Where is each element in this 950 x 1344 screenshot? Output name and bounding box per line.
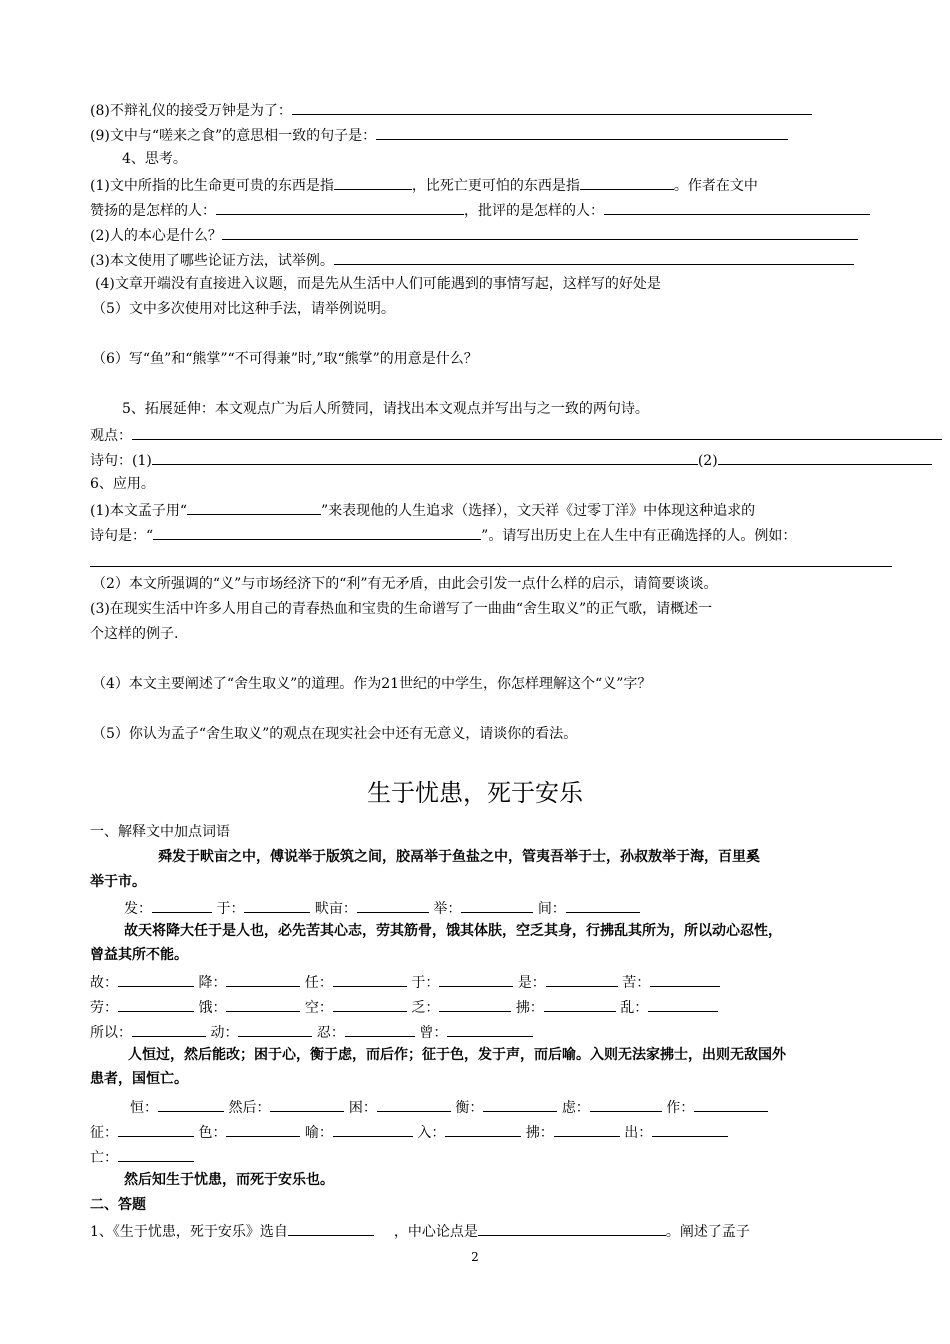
section-6-heading: 6、应用。	[90, 476, 155, 492]
think-5-line: （5）文中多次使用对比这种手法，请举例说明。	[92, 301, 395, 317]
answer-blank[interactable]	[652, 1122, 728, 1137]
answer-blank[interactable]	[447, 1022, 533, 1037]
answer-blank[interactable]	[694, 1097, 768, 1112]
part2-heading: 二、答题	[90, 1197, 146, 1213]
answer-blank[interactable]	[439, 972, 513, 987]
word-row-7: 亡：	[90, 1147, 194, 1167]
think-6-line: （6）写“鱼”和“熊掌”“不可得兼”时,”取“熊掌”的用意是什么？	[92, 351, 478, 367]
think-1-line: (1)文中所指的比生命更可贵的东西是指 ，比死亡更可怕的东西是指 。作者在文中	[90, 175, 758, 195]
page-number: 2	[471, 1250, 479, 1264]
passage-1-cont: 举于市。	[90, 874, 146, 890]
apply-1-cont: 诗句是：“ ”。请写出历史上在人生中有正确选择的人。例如：	[90, 525, 796, 545]
poem-line: 诗句：(1) (2)	[90, 450, 932, 470]
answer-blank[interactable]	[580, 175, 674, 190]
answer-blank[interactable]	[445, 1122, 521, 1137]
passage-2-cont: 曾益其所不能。	[90, 947, 188, 963]
answer-blank[interactable]	[333, 997, 407, 1012]
part1-heading: 一、解释文中加点词语	[90, 824, 230, 840]
think-2-line: (2)人的本心是什么？	[90, 225, 858, 245]
word-row-6: 征： 色： 喻： 入： 拂： 出：	[90, 1122, 728, 1142]
answer-blank[interactable]	[118, 1147, 194, 1162]
think-3-line: (3)本文使用了哪些论证方法，试举例。	[90, 250, 854, 270]
answer-blank[interactable]	[118, 972, 194, 987]
answer-blank[interactable]	[376, 125, 788, 140]
answer-blank[interactable]	[377, 1097, 451, 1112]
answer-blank[interactable]	[544, 997, 616, 1012]
answer-blank[interactable]	[222, 225, 858, 240]
word-row-2: 故： 降： 任： 于： 是： 苦：	[90, 972, 720, 992]
think-4-line: (4)文章开端没有直接进入议题，而是先从生活中人们可能遇到的事情写起，这样写的好处是	[95, 276, 661, 292]
q9-line: (9)文中与“嗟来之食”的意思相一致的句子是：	[90, 125, 788, 145]
answer-blank[interactable]	[118, 1122, 194, 1137]
answer-blank[interactable]	[244, 898, 310, 913]
passage-3: 人恒过，然后能改；困于心，衡于虑，而后作；征于色，发于声，而后喻。入则无法家拂士，出则无敌国外	[128, 1047, 786, 1063]
word-row-3: 劳： 饿： 空： 乏： 拂： 乱：	[90, 997, 718, 1017]
apply-3-line: (3)在现实生活中许多人用自己的青春热血和宝贵的生命谱写了一曲曲“舍生取义”的正气歌，请概述一	[90, 601, 713, 617]
answer-blank[interactable]	[292, 100, 812, 115]
answer-blank[interactable]	[334, 250, 854, 265]
answer-blank[interactable]	[238, 1022, 312, 1037]
answer-blank[interactable]	[153, 525, 481, 540]
apply-3-cont: 个这样的例子.	[90, 626, 179, 642]
answer-blank[interactable]	[158, 1097, 224, 1112]
apply-1-line: (1)本文孟子用“ ”来表现他的人生追求（选择），文天祥《过零丁洋》中体现这种追求的	[90, 500, 755, 520]
page-title: 生于忧患，死于安乐	[367, 779, 583, 807]
word-row-1: 发： 于： 畎亩： 举： 间：	[124, 898, 640, 918]
answer-blank[interactable]	[288, 1221, 374, 1236]
answer-blank[interactable]	[226, 972, 300, 987]
answer-blank[interactable]	[345, 1022, 415, 1037]
word-row-5: 恒： 然后： 困： 衡： 虑： 作：	[130, 1097, 768, 1117]
answer-blank[interactable]	[461, 898, 533, 913]
answer-blank[interactable]	[152, 450, 698, 465]
answer-blank[interactable]	[152, 898, 212, 913]
answer-blank[interactable]	[650, 972, 720, 987]
answer-blank[interactable]	[604, 200, 870, 215]
apply-4-line: （4）本文主要阐述了“舍生取义”的道理。作为21世纪的中学生，你怎样理解这个“义”字？	[92, 676, 652, 692]
section-5-heading: 5、拓展延伸：本文观点广为后人所赞同，请找出本文观点并写出与之一致的两句诗。	[122, 401, 649, 417]
answer-blank[interactable]	[439, 997, 511, 1012]
section-4-heading: 4、思考。	[122, 151, 187, 167]
answer-blank[interactable]	[333, 972, 407, 987]
answer-blank[interactable]	[483, 1097, 557, 1112]
answer-blank[interactable]	[718, 450, 932, 465]
think-1-cont: 赞扬的是怎样的人： ，批评的是怎样的人：	[90, 200, 870, 220]
viewpoint-line: 观点：	[90, 425, 942, 445]
answer-blank[interactable]	[546, 972, 618, 987]
answer-blank[interactable]	[187, 500, 321, 515]
answer-blank[interactable]	[333, 1122, 413, 1137]
apply-5-line: （5）你认为孟子“舍生取义”的观点在现实社会中还有无意义，请谈你的看法。	[92, 726, 578, 742]
answer-q1-line: 1、《生于忧患，死于安乐》选自 ，中心论点是 。阐述了孟子	[90, 1221, 750, 1241]
q8-line: (8)不辩礼仪的接受万钟是为了：	[90, 100, 812, 120]
answer-blank[interactable]	[334, 175, 412, 190]
answer-blank[interactable]	[478, 1221, 666, 1236]
passage-3-cont: 患者，国恒亡。	[90, 1071, 188, 1087]
passage-1: 舜发于畎亩之中，傅说举于版筑之间，胶鬲举于鱼盐之中，管夷吾举于士，孙叔敖举于海，百里奚	[158, 849, 760, 865]
answer-blank[interactable]	[132, 1022, 206, 1037]
answer-blank[interactable]	[554, 1122, 620, 1137]
answer-blank[interactable]	[226, 1122, 300, 1137]
answer-rule[interactable]	[90, 566, 892, 567]
answer-blank[interactable]	[118, 997, 194, 1012]
answer-blank[interactable]	[590, 1097, 662, 1112]
word-row-4: 所以： 动： 忍： 曾：	[90, 1022, 533, 1042]
answer-blank[interactable]	[216, 200, 464, 215]
answer-blank[interactable]	[226, 997, 300, 1012]
passage-2: 故天将降大任于是人也，必先苦其心志，劳其筋骨，饿其体肤，空乏其身，行拂乱其所为，所以动心忍性，	[124, 923, 782, 939]
answer-blank[interactable]	[648, 997, 718, 1012]
apply-2-line: （2）本文所强调的“义”与市场经济下的“利”有无矛盾，由此会引发一点什么样的启示，请简要谈谈。	[92, 576, 718, 592]
answer-blank[interactable]	[357, 898, 429, 913]
answer-blank[interactable]	[566, 898, 640, 913]
answer-blank[interactable]	[270, 1097, 344, 1112]
answer-blank[interactable]	[132, 425, 942, 440]
passage-4: 然后知生于忧患，而死于安乐也。	[124, 1172, 334, 1188]
